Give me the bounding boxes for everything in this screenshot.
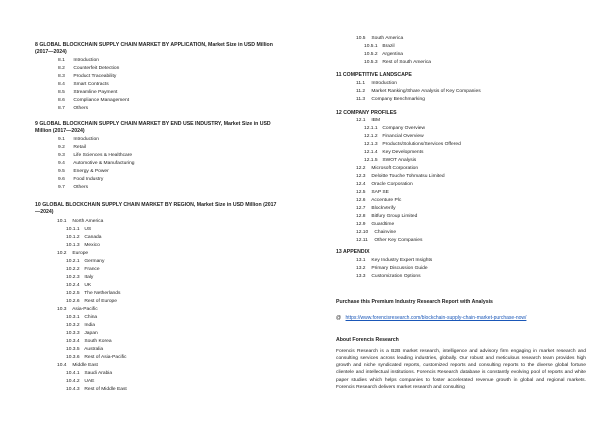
toc-item <box>35 330 280 338</box>
section-8-title: 8 GLOBAL BLOCKCHAIN SUPPLY CHAIN MARKET BY APPLICATION, Market Size in USD Million (2017—2024) <box>35 42 273 55</box>
toc-item-label: Other Key Companies <box>374 238 423 244</box>
toc-item-number: 12.1.4 <box>364 150 378 156</box>
toc-item-label: Canada <box>84 234 102 240</box>
toc-item <box>35 362 280 370</box>
toc-item <box>35 378 280 386</box>
toc-item-number: 12.1.5 <box>364 158 378 164</box>
toc-item <box>35 218 280 226</box>
toc-item-label: Europe <box>72 250 89 256</box>
toc-item-number: 12.2 <box>356 166 366 172</box>
toc-item-number: 10.1.2 <box>66 234 80 240</box>
toc-item-number: 8.7 <box>58 106 65 112</box>
toc-item-label: Others <box>73 185 89 191</box>
toc-item-number: 10.1 <box>57 218 67 224</box>
toc-item <box>336 35 586 43</box>
toc-item-number: 10.2 <box>57 250 67 256</box>
toc-item <box>336 59 586 67</box>
toc-item-label: Mexico <box>84 242 100 248</box>
toc-item <box>35 338 280 346</box>
toc-item <box>35 105 280 113</box>
toc-item-label: Introduction <box>73 58 99 64</box>
purchase-heading: Purchase this Premium Industry Research Report with Analysis <box>336 298 493 305</box>
toc-item-label: Deloitte Touche Tohmatsu Limited <box>371 174 445 180</box>
toc-item-number: 12.4 <box>356 182 366 188</box>
toc-item <box>336 189 586 197</box>
toc-item-label: SWOT Analysis <box>382 158 417 164</box>
toc-item-label: IBM <box>371 118 381 124</box>
toc-item <box>35 65 280 73</box>
toc-item-number: 12.1.1 <box>364 126 378 132</box>
toc-item-label: Introduction <box>73 137 99 143</box>
toc-item <box>35 298 280 306</box>
toc-item-number: 9.5 <box>58 169 65 175</box>
toc-item <box>35 314 280 322</box>
toc-item-label: Primary Discussion Guide <box>371 265 428 271</box>
toc-item-label: Guardtime <box>371 222 395 228</box>
toc-item-label: Streamline Payment <box>73 90 118 96</box>
toc-item <box>35 81 280 89</box>
toc-item <box>35 250 280 258</box>
toc-item-number: 10.5.3 <box>364 60 378 65</box>
toc-item <box>336 237 586 245</box>
toc-item-label: BlockVerify <box>371 206 396 212</box>
toc-item-label: Market Ranking/Share Analysis of Key Companies <box>371 88 481 94</box>
toc-item-number: 9.4 <box>58 161 65 167</box>
toc-item-number: 12.9 <box>356 222 366 228</box>
toc-item-label: France <box>84 266 100 272</box>
toc-item-number: 10.4.1 <box>66 370 80 376</box>
toc-item-label: Food Industry <box>73 177 104 183</box>
toc-item <box>35 176 280 184</box>
toc-item-number: 11.1 <box>356 80 366 86</box>
toc-item-number: 10.5.1 <box>364 44 378 49</box>
toc-item-number: 10.2.3 <box>66 274 80 280</box>
toc-item-label: Smart Contracts <box>73 82 109 88</box>
toc-item <box>35 354 280 362</box>
toc-item-label: Italy <box>84 274 94 280</box>
toc-item-number: 12.7 <box>356 206 366 212</box>
toc-item-label: US <box>84 226 92 232</box>
toc-item-number: 10.2.6 <box>66 298 80 304</box>
toc-item-label: Accenture Plc <box>371 198 402 204</box>
toc-item <box>35 136 280 144</box>
toc-item <box>35 274 280 282</box>
section-13-title: 13 APPENDIX <box>336 249 370 256</box>
about-heading: About Forencis Research <box>336 336 399 343</box>
toc-item-number: 10.4.2 <box>66 378 80 384</box>
toc-item-number: 10.2.5 <box>66 290 80 296</box>
toc-item-label: Others <box>73 106 89 112</box>
toc-item-number: 10.3.4 <box>66 338 80 344</box>
toc-item <box>35 346 280 354</box>
toc-item-label: Bitfury Group Limited <box>371 214 418 220</box>
toc-item <box>336 43 586 51</box>
toc-item <box>336 213 586 221</box>
toc-item-number: 12.10 <box>356 230 369 236</box>
toc-item-number: 8.3 <box>58 74 65 80</box>
toc-item <box>336 149 586 157</box>
toc-item-number: 9.1 <box>58 137 65 143</box>
toc-item <box>336 165 586 173</box>
section-10-title: 10 GLOBAL BLOCKCHAIN SUPPLY CHAIN MARKET BY REGION, Market Size in USD Million (2017—2024) <box>35 202 277 215</box>
toc-item-label: China <box>84 314 98 320</box>
toc-item-label: Asia-Pacific <box>72 306 98 312</box>
toc-item-number: 10.1.1 <box>66 226 80 232</box>
toc-item-number: 12.3 <box>356 174 366 180</box>
toc-item <box>35 168 280 176</box>
toc-item-label: North America <box>72 218 104 224</box>
toc-item-number: 10.4.3 <box>66 386 80 392</box>
toc-item-number: 10.3.5 <box>66 346 80 352</box>
toc-item-number: 9.7 <box>58 185 65 191</box>
toc-item <box>336 197 586 205</box>
section-12-title: 12 COMPANY PROFILES <box>336 109 397 116</box>
toc-item-label: UK <box>84 282 92 288</box>
toc-item-label: Rest of South America <box>382 60 432 65</box>
toc-item-label: Counterfeit Detection <box>73 66 120 72</box>
toc-item-label: Australia <box>84 346 104 352</box>
toc-item-label: Argentina <box>382 52 404 57</box>
toc-item-label: Key Industry Expert Insights <box>371 257 433 263</box>
toc-item-label: Germany <box>84 258 105 264</box>
toc-item-number: 10.1.3 <box>66 242 80 248</box>
toc-item <box>336 205 586 213</box>
toc-item <box>336 80 586 88</box>
toc-item-label: Retail <box>73 145 86 151</box>
toc-item-number: 11.2 <box>356 88 366 94</box>
toc-item <box>35 290 280 298</box>
toc-item <box>35 57 280 65</box>
toc-item-number: 10.3.3 <box>66 330 80 336</box>
toc-item <box>35 370 280 378</box>
toc-item-number: 11.3 <box>356 96 366 102</box>
section-12-list <box>336 117 586 245</box>
toc-item-number: 10.5.2 <box>364 52 378 57</box>
toc-item <box>336 51 586 59</box>
toc-item <box>35 152 280 160</box>
toc-item-label: India <box>84 322 95 328</box>
toc-item-number: 10.5 <box>356 36 366 41</box>
section-9-list <box>35 136 280 192</box>
section-10-list <box>35 218 280 394</box>
toc-item <box>35 160 280 168</box>
toc-item-label: Oracle Corporation <box>371 182 413 188</box>
toc-item <box>35 97 280 105</box>
toc-item <box>336 257 586 265</box>
toc-item <box>336 96 586 104</box>
toc-item-number: 12.6 <box>356 198 366 204</box>
toc-item-label: Brazil <box>382 44 395 49</box>
toc-item <box>35 73 280 81</box>
toc-item-number: 13.1 <box>356 257 366 263</box>
toc-item-label: Middle East <box>72 362 98 368</box>
toc-item-number: 10.3 <box>57 306 67 312</box>
toc-item-label: Automotive & Manufacturing <box>73 161 135 167</box>
toc-item-number: 8.5 <box>58 90 65 96</box>
toc-item-label: UAE <box>84 378 95 384</box>
toc-left-column <box>35 0 280 394</box>
toc-item-number: 13.2 <box>356 265 366 271</box>
toc-right-column <box>336 0 586 391</box>
toc-item <box>35 234 280 242</box>
toc-item-label: Financial Overview <box>382 134 424 140</box>
toc-item-label: Energy & Power <box>73 169 109 175</box>
toc-item-number: 10.3.2 <box>66 322 80 328</box>
toc-item-number: 10.2.1 <box>66 258 80 264</box>
toc-item <box>35 226 280 234</box>
toc-item-label: Company Benchmarking <box>371 96 425 102</box>
toc-item <box>35 322 280 330</box>
toc-item <box>35 306 280 314</box>
toc-item-label: Saudi Arabia <box>84 370 113 376</box>
toc-item-number: 12.11 <box>356 238 368 244</box>
toc-item-label: Rest of Asia-Pacific <box>84 354 127 360</box>
toc-item-number: 10.3.6 <box>66 354 80 360</box>
toc-item <box>336 229 586 237</box>
toc-item-label: Compliance Management <box>73 98 130 104</box>
toc-item <box>336 221 586 229</box>
toc-item-number: 9.3 <box>58 153 65 159</box>
toc-item-number: 10.4 <box>57 362 67 368</box>
section-9-title: 9 GLOBAL BLOCKCHAIN SUPPLY CHAIN MARKET BY END USE INDUSTRY, Market Size in USD Million (2017—2024) <box>35 121 271 134</box>
about-paragraph: Forencis Research is a B2B market research, intelligence and advisory firm engaging in market research and consulting services across leading industries, globally. Our robust and meticulous research team provides high growth and niche syndicated reports, customized reports and consulting reports to the diverse global fortune clientele and intellectual institutions. Forencis Research database is constantly evolving pool of reports and white paper studies which helps companies to foster accelerated revenue growth in global and regional markets. Forencis Research delivers market research and consulting <box>336 348 586 390</box>
toc-item-label: Japan <box>84 330 98 336</box>
toc-item <box>336 157 586 165</box>
toc-item <box>35 386 280 394</box>
toc-item-label: Key Developments <box>382 150 424 156</box>
toc-item-number: 12.1 <box>356 118 366 124</box>
toc-item-number: 10.2.2 <box>66 266 80 272</box>
toc-item-label: The Netherlands <box>84 290 121 296</box>
toc-item <box>35 282 280 290</box>
toc-item-label: Introduction <box>371 80 397 86</box>
section-10-continued-list <box>336 35 586 67</box>
toc-item-number: 8.6 <box>58 98 65 104</box>
toc-item <box>336 133 586 141</box>
toc-item-label: Company Overview <box>382 126 426 132</box>
toc-item <box>336 88 586 96</box>
toc-item-number: 8.1 <box>58 58 65 64</box>
toc-item-label: Chainvine <box>374 230 397 236</box>
at-symbol: @ <box>336 314 342 321</box>
toc-item-label: Customization Options <box>371 273 421 279</box>
toc-item-number: 13.3 <box>356 273 366 279</box>
toc-item-label: South America <box>371 36 404 41</box>
toc-item-number: 12.1.2 <box>364 134 378 140</box>
toc-item-label: SAP SE <box>371 190 389 196</box>
toc-item <box>336 173 586 181</box>
toc-item-label: Rest of Middle East <box>84 386 127 392</box>
toc-item <box>336 141 586 149</box>
toc-item-label: Products/Solutions/Services Offered <box>382 142 461 148</box>
toc-item <box>35 89 280 97</box>
section-13-list <box>336 257 586 281</box>
toc-item <box>336 181 586 189</box>
toc-item-number: 12.1.3 <box>364 142 378 148</box>
section-8-list <box>35 57 280 113</box>
toc-item-number: 10.3.1 <box>66 314 80 320</box>
toc-item-number: 8.4 <box>58 82 65 88</box>
toc-item <box>35 258 280 266</box>
toc-item-number: 10.2.4 <box>66 282 80 288</box>
toc-item <box>336 273 586 281</box>
toc-item-label: Product Traceability <box>73 74 117 80</box>
toc-item-number: 9.6 <box>58 177 65 183</box>
purchase-link[interactable]: https://www.forencisresearch.com/blockchain-supply-chain-market-purchase-now/ <box>345 314 527 321</box>
toc-item-number: 12.8 <box>356 214 366 220</box>
toc-item <box>35 242 280 250</box>
toc-item-label: Rest of Europe <box>84 298 117 304</box>
toc-item <box>336 117 586 125</box>
toc-item-label: Microsoft Corporation <box>371 166 419 172</box>
toc-item-number: 8.2 <box>58 66 65 72</box>
purchase-link-row <box>336 306 586 324</box>
toc-item <box>336 265 586 273</box>
toc-item <box>35 266 280 274</box>
toc-item-number: 12.5 <box>356 190 366 196</box>
toc-item-label: Life Sciences & Healthcare <box>73 153 133 159</box>
toc-item <box>35 184 280 192</box>
toc-item-label: South Korea <box>84 338 112 344</box>
toc-item <box>35 144 280 152</box>
section-11-title: 11 COMPETITIVE LANDSCAPE <box>336 72 412 78</box>
section-11-list <box>336 80 586 104</box>
toc-item-number: 9.2 <box>58 145 65 151</box>
toc-item <box>336 125 586 133</box>
